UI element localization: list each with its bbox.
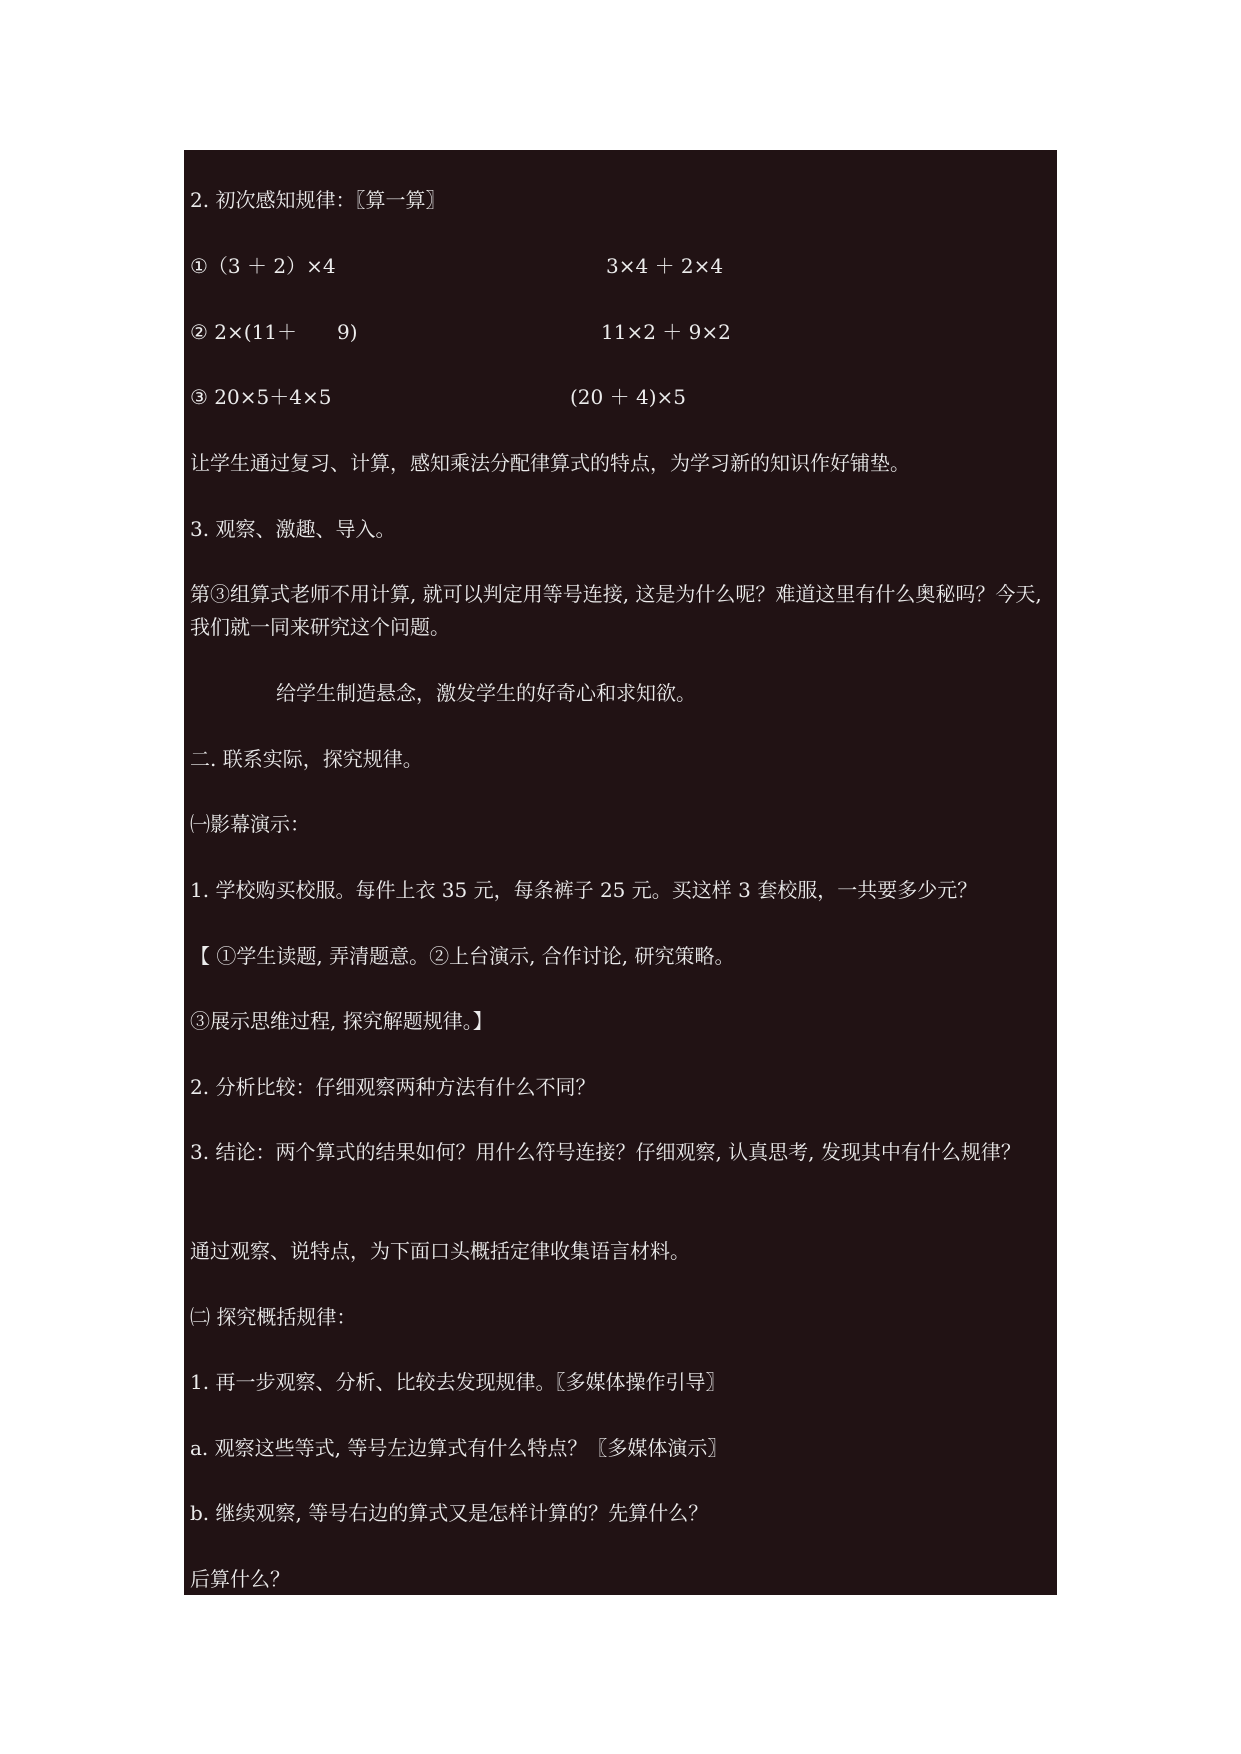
conclusion-question: 3. 结论：两个算式的结果如何？用什么符号连接？仔细观察, 认真思考, 发现其中有什么规律？ xyxy=(190,1140,1021,1164)
expression-row-3 xyxy=(190,381,1057,413)
paragraph-review: 让学生通过复习、计算，感知乘法分配律算式的特点，为学习新的知识作好铺垫。 xyxy=(190,451,910,475)
subheading-demo: ㈠影幕演示： xyxy=(190,812,310,836)
steps-read-demo: 【 ①学生读题, 弄清题意。②上台演示, 合作讨论, 研究策略。 xyxy=(190,944,735,968)
document-panel xyxy=(184,150,1057,1595)
expression-3-left: ③ 20×5＋4×5 xyxy=(190,385,332,409)
expression-1-left: ①（3 ＋ 2）×4 xyxy=(190,254,336,278)
expression-1-right: 3×4 ＋ 2×4 xyxy=(606,254,724,278)
heading-perceive-rule: 2. 初次感知规律：〖算一算〗 xyxy=(190,188,446,212)
paragraph-question: 第③组算式老师不用计算, 就可以判定用等号连接, 这是为什么呢？难道这里有什么奥秘吗？今天, 我们就一同来研究这个问题。 xyxy=(190,582,1042,639)
section-heading-explore: 二. 联系实际，探究规律。 xyxy=(190,747,423,771)
steps-show-thinking: ③展示思维过程, 探究解题规律。】 xyxy=(190,1009,493,1033)
subheading-generalize: ㈡ 探究概括规律： xyxy=(190,1305,357,1329)
analysis-compare: 2. 分析比较：仔细观察两种方法有什么不同？ xyxy=(190,1075,596,1099)
step-a-left-side: a. 观察这些等式, 等号左边算式有什么特点？〖多媒体演示〗 xyxy=(190,1436,728,1460)
expression-2-left: ② 2×(11＋ 9) xyxy=(190,320,358,344)
paragraph-language: 通过观察、说特点，为下面口头概括定律收集语言材料。 xyxy=(190,1239,690,1263)
expression-3-right: (20 ＋ 4)×5 xyxy=(570,385,686,409)
paragraph-suspense: 给学生制造悬念，激发学生的好奇心和求知欲。 xyxy=(276,681,696,705)
step-b-continued: 后算什么？ xyxy=(190,1567,290,1591)
heading-observe: 3. 观察、激趣、导入。 xyxy=(190,517,396,541)
step-b-right-side: b. 继续观察, 等号右边的算式又是怎样计算的？先算什么？ xyxy=(190,1501,709,1525)
expression-row-2 xyxy=(190,316,1057,348)
expression-row-1 xyxy=(190,250,1057,282)
expression-2-right: 11×2 ＋ 9×2 xyxy=(601,320,731,344)
problem-uniform: 1. 学校购买校服。每件上衣 35 元，每条裤子 25 元。买这样 3 套校服，一共要多少元？ xyxy=(190,878,978,902)
step-observe-again: 1. 再一步观察、分析、比较去发现规律。〖多媒体操作引导〗 xyxy=(190,1370,726,1394)
